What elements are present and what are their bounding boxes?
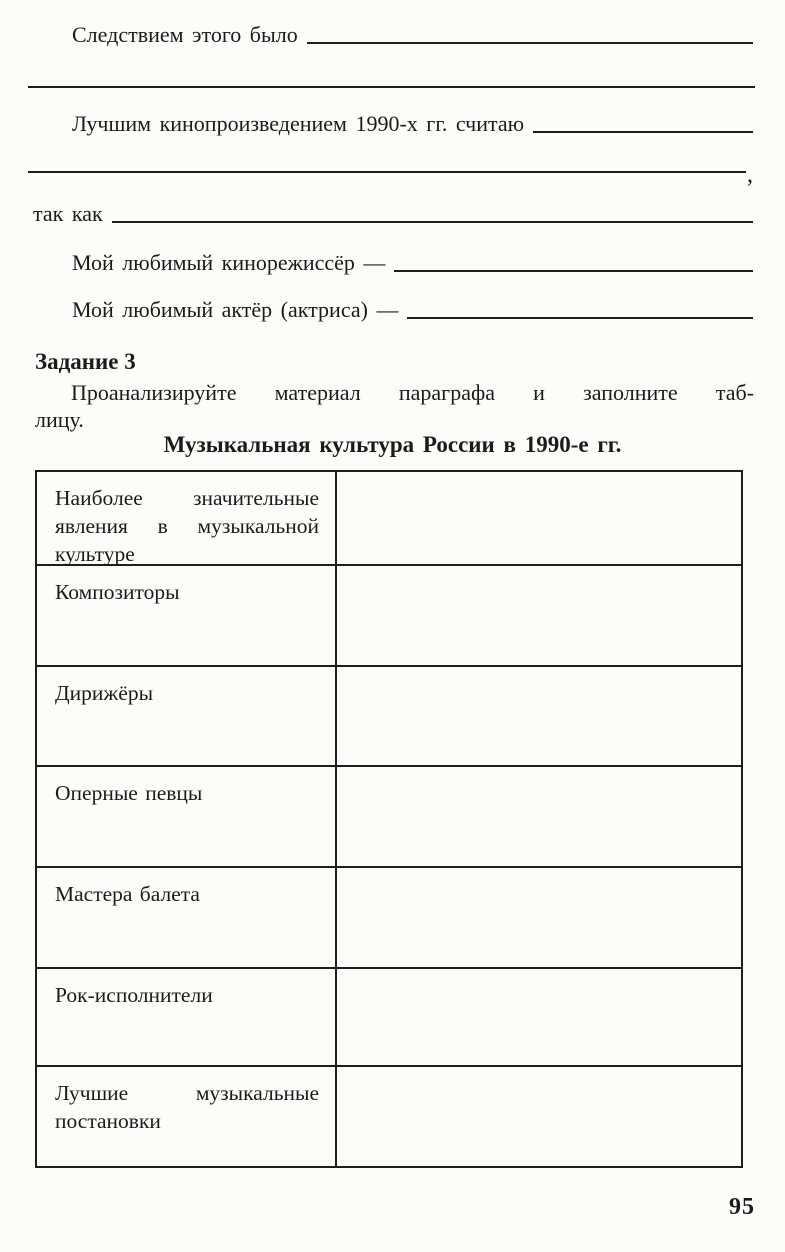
music-culture-table bbox=[35, 470, 743, 1168]
table-row bbox=[37, 767, 741, 868]
row-label-cell: Композиторы bbox=[37, 566, 337, 665]
row-label-cell: Мастера балета bbox=[37, 868, 337, 967]
fill-in-row-continuation bbox=[28, 152, 753, 188]
fill-in-label: так как bbox=[33, 201, 103, 226]
answer-cell bbox=[337, 1067, 741, 1166]
answer-cell bbox=[337, 667, 741, 766]
row-label-cell: Лучшие музыкальные постановки bbox=[37, 1067, 337, 1166]
table-row bbox=[37, 566, 741, 667]
blank-line bbox=[28, 86, 755, 88]
fill-in-row-reason bbox=[33, 201, 753, 227]
fill-in-label: Лучшим кинопроизведением 1990-х гг. считаю bbox=[72, 111, 525, 136]
row-label-cell: Оперные певцы bbox=[37, 767, 337, 866]
comma-text: , bbox=[747, 162, 753, 188]
blank-line bbox=[407, 317, 753, 319]
blank-line bbox=[28, 171, 746, 173]
blank-line bbox=[533, 131, 753, 133]
answer-cell bbox=[337, 767, 741, 866]
fill-in-label: Мой любимый актёр (актриса) — bbox=[72, 297, 399, 322]
answer-cell bbox=[337, 868, 741, 967]
row-label-cell: Рок-исполнители bbox=[37, 969, 337, 1066]
fill-in-row-director bbox=[72, 250, 753, 276]
table-title: Музыкальная культура России в 1990-е гг. bbox=[163, 432, 622, 457]
table-row bbox=[37, 667, 741, 768]
answer-cell bbox=[337, 566, 741, 665]
fill-in-label: Мой любимый кинорежиссёр — bbox=[72, 250, 386, 275]
page-number: 95 bbox=[729, 1194, 755, 1220]
blank-line bbox=[394, 270, 753, 272]
task-instruction-line2: лицу. bbox=[35, 407, 84, 432]
table-row bbox=[37, 868, 741, 969]
table-row bbox=[37, 472, 741, 566]
blank-line bbox=[112, 221, 753, 223]
fill-in-row-actor bbox=[72, 297, 753, 323]
answer-cell bbox=[337, 969, 741, 1066]
table-row bbox=[37, 969, 741, 1068]
table-row bbox=[37, 1067, 741, 1166]
fill-in-row-best-film bbox=[72, 111, 753, 137]
fill-in-row-consequence bbox=[72, 22, 753, 48]
blank-line bbox=[307, 42, 753, 44]
fill-in-label: Следствием этого было bbox=[72, 22, 298, 47]
row-label-cell: Дирижёры bbox=[37, 667, 337, 766]
task-heading: Задание 3 bbox=[35, 349, 136, 374]
task-instruction-line1: Проанализируйте материал параграфа и заполните таб- bbox=[71, 380, 754, 405]
answer-cell bbox=[337, 472, 741, 564]
row-label-cell: Наиболее значительные явления в музыкальной культуре bbox=[37, 472, 337, 564]
